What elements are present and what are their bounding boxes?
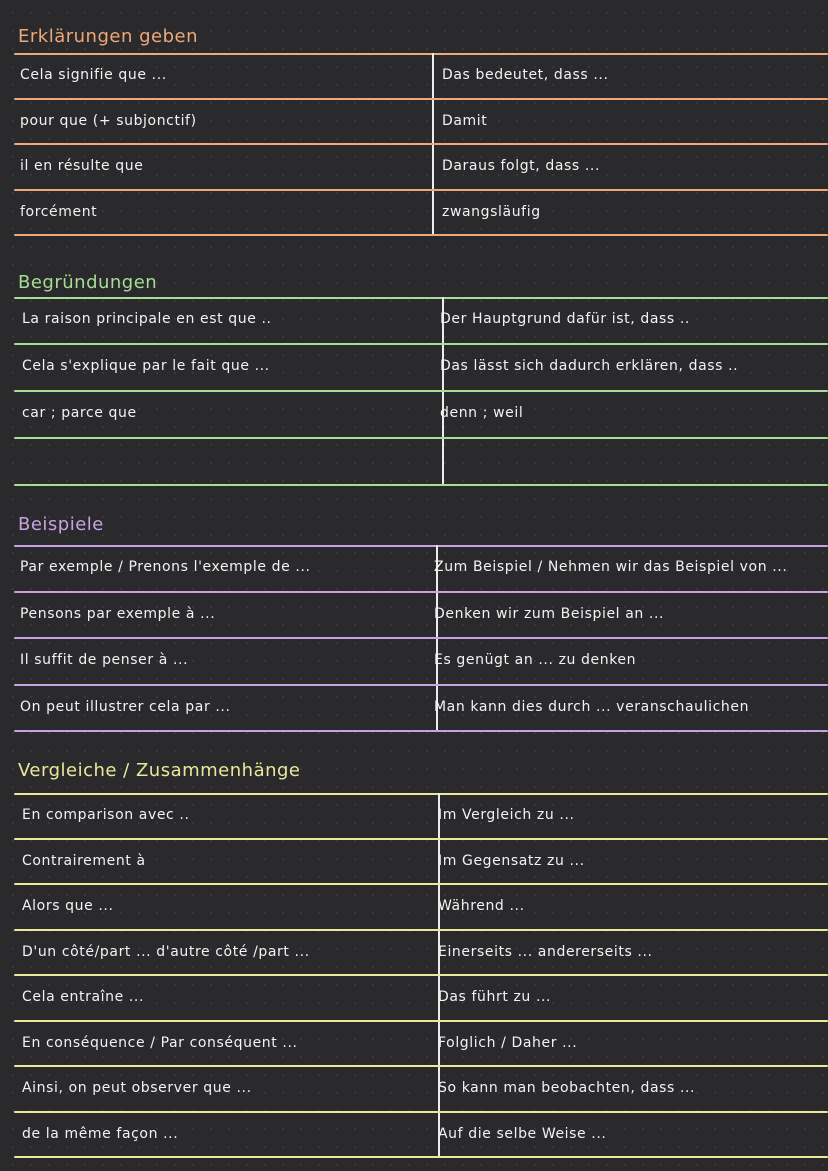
german-phrase: Denken wir zum Beispiel an ... xyxy=(434,605,665,622)
french-phrase: Cela s'explique par le fait que ... xyxy=(22,358,270,374)
french-phrase: Contrairement à xyxy=(22,852,146,869)
french-phrase: Pensons par exemple à ... xyxy=(20,605,216,622)
phrase-table xyxy=(14,297,828,485)
german-phrase: Während ... xyxy=(438,898,525,914)
row-rule xyxy=(14,1111,828,1113)
french-phrase: forcément xyxy=(20,203,98,220)
row-rule xyxy=(14,684,828,686)
german-phrase: Im Vergleich zu ... xyxy=(438,807,575,823)
row-rule xyxy=(14,484,828,486)
section-heading: Begründungen xyxy=(18,272,158,293)
german-phrase: Das lässt sich dadurch erklären, dass .. xyxy=(440,358,739,374)
german-phrase: denn ; weil xyxy=(440,405,524,421)
table-top-rule xyxy=(14,793,828,795)
row-rule xyxy=(14,591,828,593)
row-rule xyxy=(14,234,828,236)
german-phrase: zwangsläufig xyxy=(442,203,541,220)
german-phrase: Auf die selbe Weise ... xyxy=(438,1125,607,1142)
row-rule xyxy=(14,730,828,732)
phrase-table xyxy=(14,545,828,731)
row-rule xyxy=(14,637,828,639)
french-phrase: Ainsi, on peut observer que ... xyxy=(22,1080,252,1096)
french-phrase: En conséquence / Par conséquent ... xyxy=(22,1034,298,1051)
section-heading: Vergleiche / Zusammenhänge xyxy=(18,760,301,781)
german-phrase: Es genügt an ... zu denken xyxy=(434,652,637,668)
german-phrase: Das bedeutet, dass ... xyxy=(442,67,609,83)
row-rule xyxy=(14,437,828,439)
row-rule xyxy=(14,1065,828,1067)
german-phrase: Einerseits ... andererseits ... xyxy=(438,943,653,960)
german-phrase: Damit xyxy=(442,112,488,129)
row-rule xyxy=(14,1156,828,1158)
section-heading: Beispiele xyxy=(18,514,104,535)
row-rule xyxy=(14,974,828,976)
row-rule xyxy=(14,343,828,345)
french-phrase: Cela entraîne ... xyxy=(22,989,144,1005)
german-phrase: Man kann dies durch ... veranschaulichen xyxy=(434,698,750,715)
french-phrase: En comparison avec .. xyxy=(22,807,190,823)
french-phrase: pour que (+ subjonctif) xyxy=(20,112,197,129)
french-phrase: Il suffit de penser à ... xyxy=(20,652,189,668)
table-top-rule xyxy=(14,545,828,547)
row-rule xyxy=(14,1020,828,1022)
row-rule xyxy=(14,929,828,931)
row-rule xyxy=(14,98,828,100)
phrase-table xyxy=(14,53,828,235)
french-phrase: On peut illustrer cela par ... xyxy=(20,698,231,715)
row-rule xyxy=(14,883,828,885)
french-phrase: Cela signifie que ... xyxy=(20,67,167,83)
german-phrase: So kann man beobachten, dass ... xyxy=(438,1080,696,1096)
phrase-table xyxy=(14,793,828,1157)
french-phrase: il en résulte que xyxy=(20,158,144,174)
german-phrase: Im Gegensatz zu ... xyxy=(438,852,585,869)
row-rule xyxy=(14,838,828,840)
french-phrase: D'un côté/part ... d'autre côté /part ... xyxy=(22,943,310,960)
table-top-rule xyxy=(14,297,828,299)
german-phrase: Der Hauptgrund dafür ist, dass .. xyxy=(440,311,690,327)
french-phrase: Alors que ... xyxy=(22,898,114,914)
french-phrase: La raison principale en est que .. xyxy=(22,311,272,327)
row-rule xyxy=(14,189,828,191)
french-phrase: car ; parce que xyxy=(22,405,137,421)
german-phrase: Daraus folgt, dass ... xyxy=(442,158,601,174)
french-phrase: Par exemple / Prenons l'exemple de ... xyxy=(20,559,311,575)
french-phrase: de la même façon ... xyxy=(22,1125,179,1142)
row-rule xyxy=(14,143,828,145)
german-phrase: Zum Beispiel / Nehmen wir das Beispiel von ... xyxy=(434,559,788,575)
section-heading: Erklärungen geben xyxy=(18,26,198,47)
german-phrase: Folglich / Daher ... xyxy=(438,1034,578,1051)
table-top-rule xyxy=(14,53,828,55)
german-phrase: Das führt zu ... xyxy=(438,989,552,1005)
row-rule xyxy=(14,390,828,392)
